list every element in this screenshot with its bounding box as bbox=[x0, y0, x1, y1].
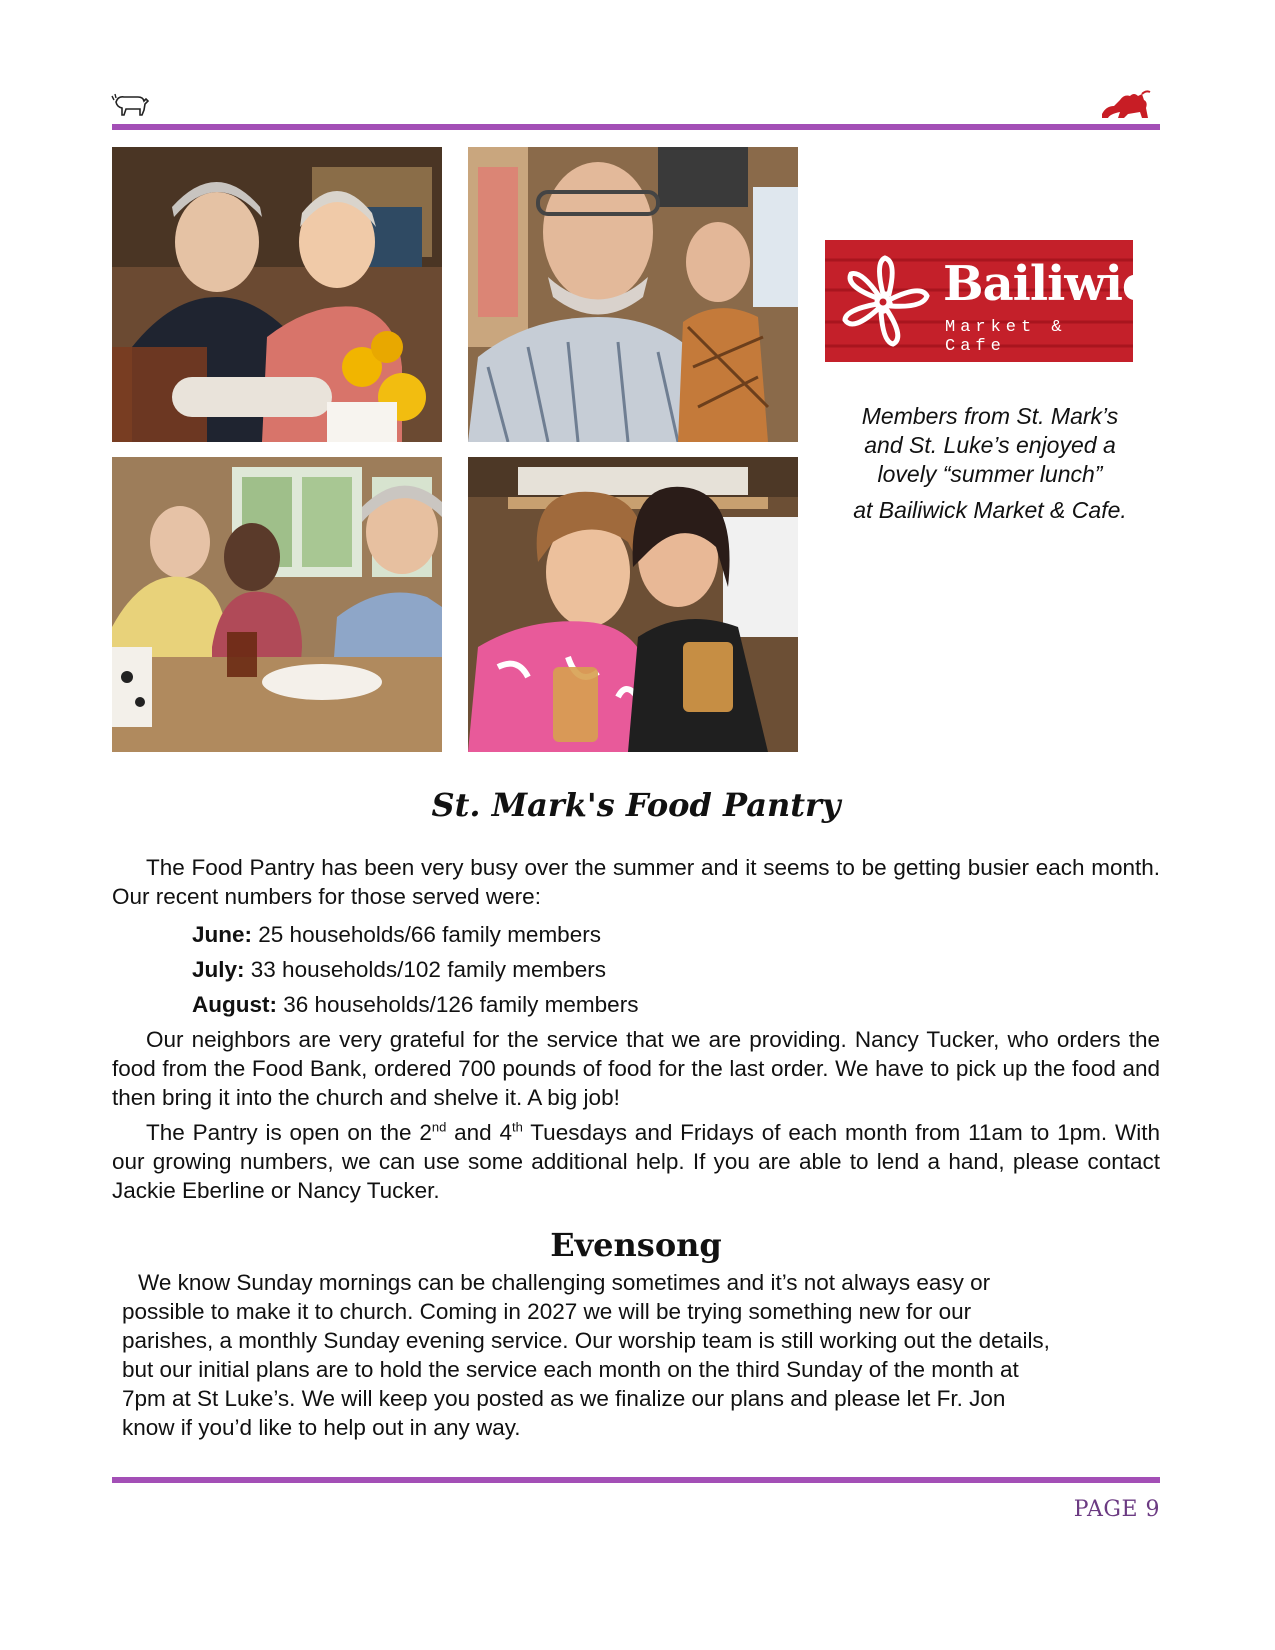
caption-line-1: Members from St. Mark’s and St. Luke’s enjoyed a lovely “summer lunch” bbox=[861, 403, 1119, 487]
evensong-line: We know Sunday mornings can be challenging sometimes and it’s not always easy or bbox=[138, 1270, 991, 1295]
lion-icon bbox=[1098, 88, 1152, 122]
logo-tagline: Market & Cafe bbox=[945, 318, 1067, 356]
photo-caption bbox=[840, 402, 1140, 525]
header-rule bbox=[112, 124, 1160, 130]
food-pantry-para-2: Our neighbors are very grateful for the service that we are providing. Nancy Tucker, who orders the food from the Food Bank, ordered 700 pounds of food for the last order. We have to pick up the food and then bring it into the church and shelve it. A big job! bbox=[112, 1027, 1160, 1110]
food-pantry-title: St. Mark's Food Pantry bbox=[431, 786, 841, 824]
ox-icon bbox=[110, 88, 150, 120]
evensong-line: parishes, a monthly Sunday evening service. Our worship team is still working out the details, bbox=[122, 1328, 1050, 1353]
photo-two-men-lunch bbox=[468, 147, 798, 442]
caption-line-2: at Bailiwick Market & Cafe. bbox=[853, 497, 1127, 523]
photo-two-women-lunch bbox=[112, 147, 442, 442]
food-pantry-para-3: The Pantry is open on the 2nd and 4th Tuesdays and Fridays of each month from 11am to 1pm. With our growing numbers, we can use some additional help. If you are able to lend a hand, please contact Jackie Eberline or Nancy Tucker. bbox=[112, 1119, 1160, 1203]
stat-july: July: 33 households/102 family members bbox=[192, 957, 606, 982]
evensong-title: Evensong bbox=[550, 1226, 722, 1264]
page-number: PAGE 9 bbox=[1073, 1497, 1160, 1522]
evensong-body bbox=[122, 1268, 1162, 1442]
evensong-line: possible to make it to church. Coming in 2027 we will be trying something new for our bbox=[122, 1299, 972, 1324]
evensong-line: but our initial plans are to hold the service each month on the third Sunday of the month at bbox=[122, 1357, 1019, 1382]
stat-june: June: 25 households/66 family members bbox=[192, 922, 601, 947]
evensong-line: 7pm at St Luke’s. We will keep you posted as we finalize our plans and please let Fr. Jon bbox=[122, 1386, 1006, 1411]
footer-rule bbox=[112, 1477, 1160, 1483]
evensong-line: know if you’d like to help out in any way. bbox=[122, 1415, 521, 1440]
logo-brand: Bailiwick bbox=[943, 256, 1183, 312]
photo-two-women-drinks bbox=[468, 457, 798, 752]
photo-three-women-lunch bbox=[112, 457, 442, 752]
stat-august: August: 36 households/126 family members bbox=[192, 992, 639, 1017]
bailiwick-logo bbox=[825, 240, 1183, 362]
food-pantry-intro: The Food Pantry has been very busy over the summer and it seems to be getting busier each month. Our recent numbers for those served were: bbox=[112, 855, 1160, 909]
